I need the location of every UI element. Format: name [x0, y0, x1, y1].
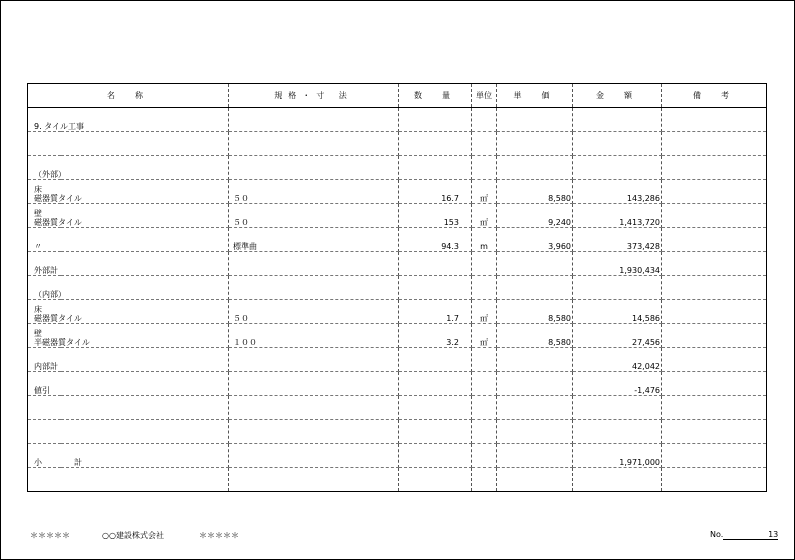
table-row	[28, 468, 767, 492]
cell-note	[662, 372, 767, 396]
cell-qty: 153	[399, 204, 472, 228]
cell-name-line1: （内部）	[34, 290, 66, 299]
cell-note	[662, 420, 767, 444]
cell-price	[497, 444, 573, 468]
cell-name	[28, 372, 229, 396]
cell-qty: 1.7	[399, 300, 472, 324]
header-name: 名 称	[28, 84, 229, 108]
cell-name	[28, 156, 229, 180]
cell-unit	[472, 396, 497, 420]
cell-name-line1: 床	[34, 305, 42, 314]
cell-name	[28, 252, 229, 276]
page-label: No.	[710, 530, 724, 539]
table-row	[28, 396, 767, 420]
cell-name	[28, 324, 229, 348]
cell-amount: 1,413,720	[573, 204, 662, 228]
cell-price	[497, 420, 573, 444]
cell-name-line1: 外部計	[34, 266, 58, 275]
cell-amount: 14,586	[573, 300, 662, 324]
cell-qty	[399, 132, 472, 156]
cell-name-line1: 床	[34, 185, 42, 194]
cell-qty	[399, 372, 472, 396]
cell-spec	[229, 156, 399, 180]
cell-name	[28, 420, 229, 444]
cell-price	[497, 396, 573, 420]
cell-price	[497, 468, 573, 492]
cell-note	[662, 228, 767, 252]
cell-price	[497, 156, 573, 180]
cell-spec	[229, 132, 399, 156]
cell-unit	[472, 108, 497, 132]
cell-qty	[399, 396, 472, 420]
cell-amount: 1,971,000	[573, 444, 662, 468]
cell-qty	[399, 420, 472, 444]
cell-qty	[399, 252, 472, 276]
cell-name-line1: 〃	[34, 242, 42, 251]
table-row	[28, 252, 767, 276]
cell-amount: 42,042	[573, 348, 662, 372]
cell-name	[28, 444, 229, 468]
cell-amount: 143,286	[573, 180, 662, 204]
cell-unit	[472, 444, 497, 468]
table-row	[28, 228, 767, 252]
cell-price	[497, 108, 573, 132]
cell-qty	[399, 468, 472, 492]
cell-price: 9,240	[497, 204, 573, 228]
cell-unit: ㎡	[472, 180, 497, 204]
cell-spec	[229, 348, 399, 372]
cell-unit	[472, 276, 497, 300]
cell-note	[662, 324, 767, 348]
cell-note	[662, 300, 767, 324]
table-row	[28, 180, 767, 204]
cell-name-line2: 半磁器質タイル	[34, 338, 90, 347]
cell-note	[662, 396, 767, 420]
footer-left-stars: ＊＊＊＊＊	[30, 531, 70, 540]
header-amount: 金 額	[573, 84, 662, 108]
page-number	[710, 530, 778, 540]
cell-spec	[229, 108, 399, 132]
cell-name-line1: 9. タイル工事	[34, 122, 85, 131]
cell-unit	[472, 372, 497, 396]
cell-unit	[472, 420, 497, 444]
cell-qty	[399, 348, 472, 372]
cell-name-line1: 壁	[34, 209, 42, 218]
cell-unit	[472, 348, 497, 372]
table-row	[28, 348, 767, 372]
cell-qty	[399, 156, 472, 180]
cell-name-line1: 内部計	[34, 362, 58, 371]
cell-spec	[229, 444, 399, 468]
cell-price	[497, 276, 573, 300]
cell-spec	[229, 276, 399, 300]
cell-name	[28, 228, 229, 252]
cell-qty: 16.7	[399, 180, 472, 204]
cell-name	[28, 108, 229, 132]
cell-amount	[573, 420, 662, 444]
cell-amount: 1,930,434	[573, 252, 662, 276]
cell-note	[662, 468, 767, 492]
cell-note	[662, 204, 767, 228]
table-row	[28, 372, 767, 396]
page-number-value: 13	[723, 530, 778, 540]
header-spec: 規格・寸 法	[229, 84, 399, 108]
cell-qty	[399, 444, 472, 468]
cell-spec	[229, 468, 399, 492]
cell-price	[497, 132, 573, 156]
cell-unit: ㎡	[472, 300, 497, 324]
table-row	[28, 276, 767, 300]
cell-note	[662, 348, 767, 372]
cell-name	[28, 180, 229, 204]
header-unit: 単位	[472, 84, 497, 108]
table-row	[28, 444, 767, 468]
cell-qty	[399, 276, 472, 300]
table-row	[28, 324, 767, 348]
cell-spec: １００	[229, 324, 399, 348]
table-row	[28, 156, 767, 180]
cell-note	[662, 252, 767, 276]
cell-spec	[229, 372, 399, 396]
header-row	[28, 84, 767, 108]
cell-spec	[229, 252, 399, 276]
cell-note	[662, 156, 767, 180]
cell-price	[497, 252, 573, 276]
cell-amount	[573, 108, 662, 132]
cell-qty: 94.3	[399, 228, 472, 252]
header-note: 備 考	[662, 84, 767, 108]
header-qty: 数 量	[399, 84, 472, 108]
cell-unit	[472, 156, 497, 180]
cell-unit: ㎡	[472, 204, 497, 228]
cell-note	[662, 108, 767, 132]
cell-note	[662, 180, 767, 204]
cell-amount	[573, 276, 662, 300]
table-row	[28, 108, 767, 132]
cell-qty	[399, 108, 472, 132]
cell-spec: ５０	[229, 300, 399, 324]
header-price: 単 価	[497, 84, 573, 108]
cell-unit	[472, 468, 497, 492]
cell-note	[662, 444, 767, 468]
cell-amount	[573, 396, 662, 420]
cell-amount	[573, 132, 662, 156]
cell-name-line1: 壁	[34, 329, 42, 338]
cell-amount: -1,476	[573, 372, 662, 396]
cell-name-line1: 小 計	[34, 458, 82, 467]
table-row	[28, 204, 767, 228]
cell-name	[28, 396, 229, 420]
footer-right-stars: ＊＊＊＊＊	[199, 531, 239, 540]
cell-amount	[573, 468, 662, 492]
cell-spec: ５０	[229, 204, 399, 228]
cell-name	[28, 132, 229, 156]
cell-price	[497, 348, 573, 372]
table-row	[28, 420, 767, 444]
cell-name	[28, 468, 229, 492]
cell-name	[28, 276, 229, 300]
cell-name	[28, 300, 229, 324]
cell-amount: 27,456	[573, 324, 662, 348]
cell-price: 8,580	[497, 300, 573, 324]
table-row	[28, 132, 767, 156]
cell-price: 8,580	[497, 324, 573, 348]
table-row	[28, 300, 767, 324]
cell-name-line2: 磁器質タイル	[34, 218, 82, 227]
cell-amount	[573, 156, 662, 180]
cell-unit: ㎡	[472, 324, 497, 348]
footer-company: ○○建設株式会社	[102, 531, 164, 540]
cell-spec	[229, 420, 399, 444]
cell-name-line1: （外部）	[34, 170, 66, 179]
cell-unit: m	[472, 228, 497, 252]
cell-spec	[229, 396, 399, 420]
cell-name-line1: 値引	[34, 386, 50, 395]
cell-name	[28, 204, 229, 228]
cell-amount: 373,428	[573, 228, 662, 252]
estimate-table	[27, 83, 767, 492]
cell-spec: ５０	[229, 180, 399, 204]
cell-qty: 3.2	[399, 324, 472, 348]
cell-price: 8,580	[497, 180, 573, 204]
cell-price	[497, 372, 573, 396]
cell-unit	[472, 132, 497, 156]
cell-name-line2: 磁器質タイル	[34, 194, 82, 203]
cell-price: 3,960	[497, 228, 573, 252]
cell-unit	[472, 252, 497, 276]
cell-note	[662, 132, 767, 156]
cell-spec: 標準曲	[229, 228, 399, 252]
cell-name-line2: 磁器質タイル	[34, 314, 82, 323]
cell-name	[28, 348, 229, 372]
cell-note	[662, 276, 767, 300]
